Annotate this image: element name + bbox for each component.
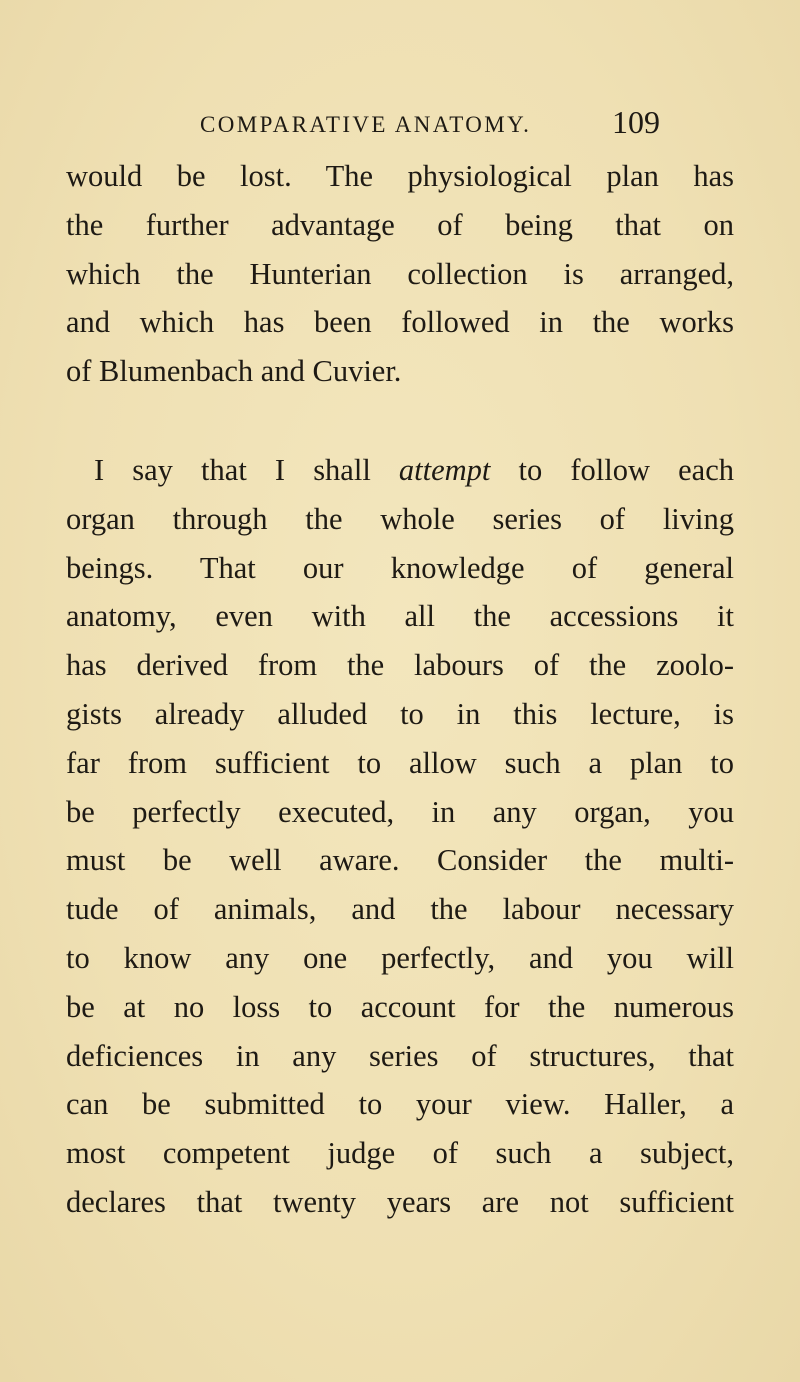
text-line: to know any one perfectly, and you will bbox=[66, 940, 734, 975]
text-line: which the Hunterian collection is arranged, bbox=[66, 256, 734, 291]
text-line: must be well aware. Consider the multi- bbox=[66, 843, 734, 878]
running-title: COMPARATIVE ANATOMY. bbox=[200, 112, 532, 137]
text-line: has derived from the labours of the zoolo- bbox=[66, 648, 734, 683]
page-number: 109 bbox=[612, 104, 660, 140]
text-line: be at no loss to account for the numerous bbox=[66, 989, 734, 1024]
text-line: can be submitted to your view. Haller, a bbox=[66, 1087, 734, 1122]
text-line: anatomy, even with all the accessions it bbox=[66, 599, 734, 634]
text-line: far from sufficient to allow such a plan to bbox=[66, 745, 734, 780]
running-head bbox=[200, 104, 660, 148]
text-line: deficiences in any series of structures, that bbox=[66, 1038, 734, 1073]
paragraph-1 bbox=[66, 152, 734, 396]
text-run: to follow each bbox=[490, 452, 735, 487]
text-line: most competent judge of such a subject, bbox=[66, 1136, 734, 1171]
text-line: the further advantage of being that on bbox=[66, 207, 734, 242]
body-text bbox=[66, 152, 734, 1227]
text-line: be perfectly executed, in any organ, you bbox=[66, 794, 734, 829]
text-run: I say that I shall bbox=[94, 452, 399, 487]
text-line: tude of animals, and the labour necessary bbox=[66, 892, 734, 927]
text-line: beings. That our knowledge of general bbox=[66, 550, 734, 585]
text-line-first bbox=[66, 446, 734, 495]
text-line: and which has been followed in the works bbox=[66, 305, 734, 340]
text-line: organ through the whole series of living bbox=[66, 501, 734, 536]
paragraph-gap bbox=[66, 396, 734, 446]
text-line: would be lost. The physiological plan has bbox=[66, 159, 734, 193]
text-line: declares that twenty years are not sufficient bbox=[66, 1184, 734, 1219]
italic-word: attempt bbox=[398, 452, 491, 487]
text-line: gists already alluded to in this lecture, is bbox=[66, 696, 734, 731]
text-line: of Blumenbach and Cuvier. bbox=[66, 354, 402, 389]
paragraph-2 bbox=[66, 446, 734, 1227]
